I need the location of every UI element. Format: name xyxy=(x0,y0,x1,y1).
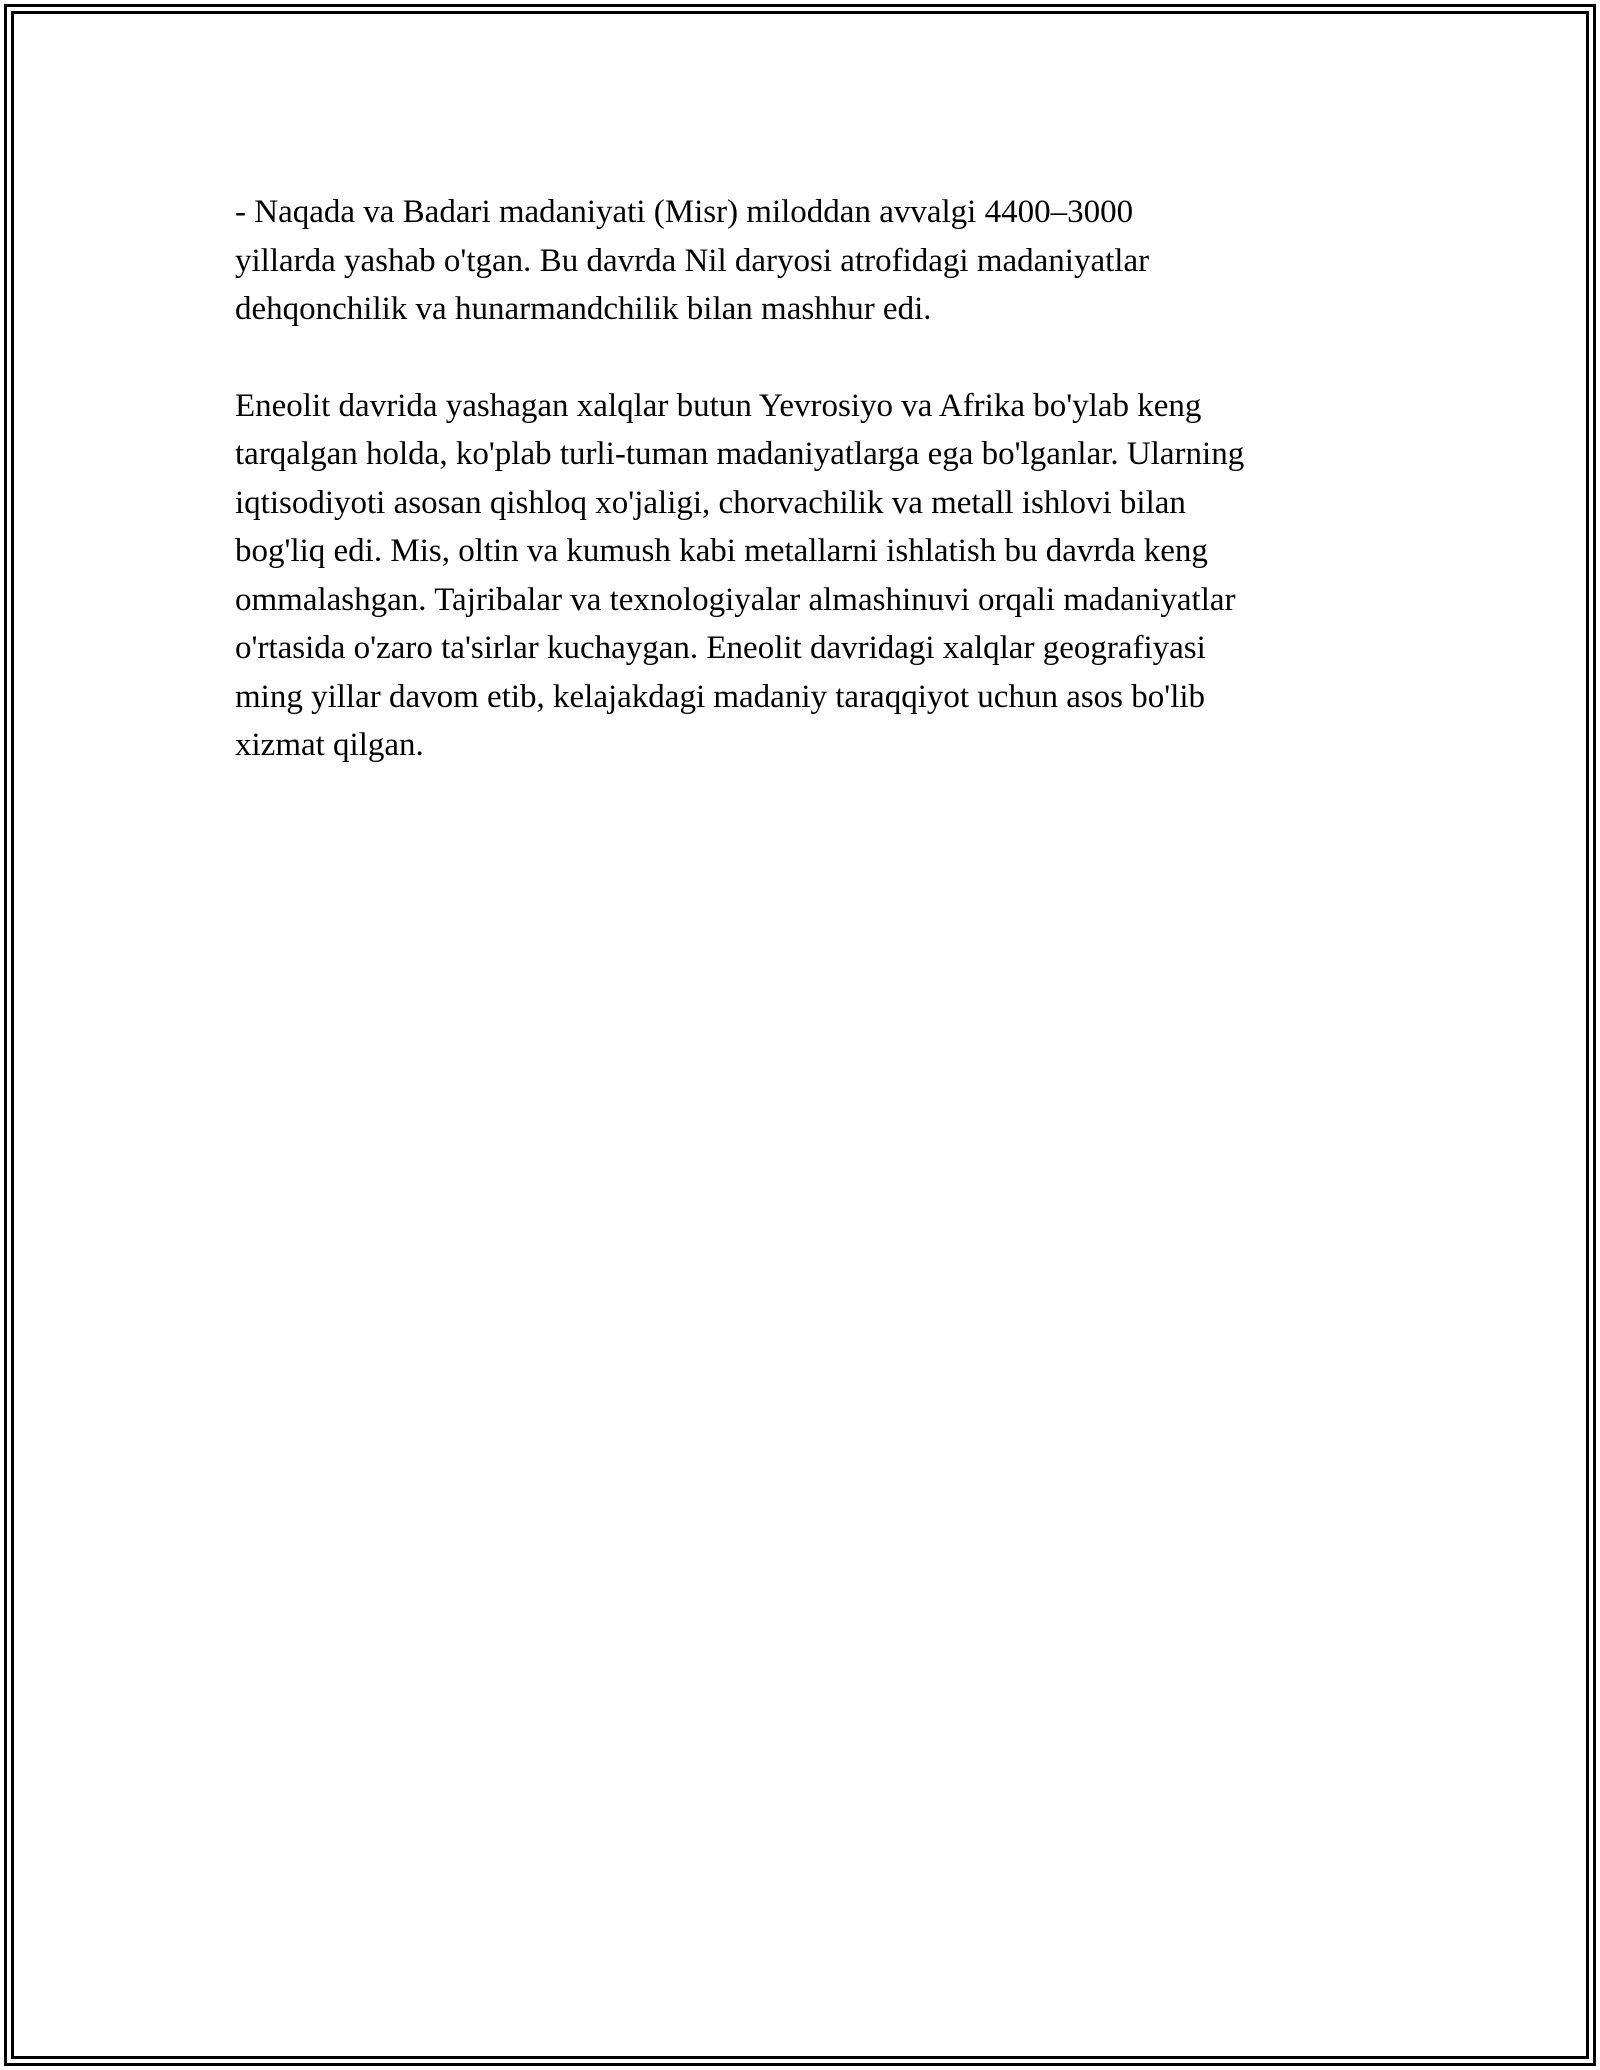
document-body xyxy=(235,188,1375,770)
paragraph-eneolit: Eneolit davrida yashagan xalqlar butun Yevrosiyo va Afrika bo'ylab keng tarqalgan holda, ko'plab turli-tuman madaniyatlarga ega bo'lganlar. Ularning iqtisodiyoti asosan qishloq xo'jaligi, chorvachilik va metall ishlovi bilan bog'liq edi. Mis, oltin va kumush kabi metallarni ishlatish bu davrda keng ommalashgan. Tajribalar va texnologiyalar almashinuvi orqali madaniyatlar o'rtasida o'zaro ta'sirlar kuchaygan. Eneolit davridagi xalqlar geografiyasi ming yillar davom etib, kelajakdagi madaniy taraqqiyot uchun asos bo'lib xizmat qilgan. xyxy=(235,387,1245,763)
paragraph-naqada-badari: - Naqada va Badari madaniyati (Misr) miloddan avvalgi 4400–3000 yillarda yashab o'tgan. Bu davrda Nil daryosi atrofidagi madaniyatlar dehqonchilik va hunarmandchilik bilan mashhur edi. xyxy=(235,194,1150,327)
